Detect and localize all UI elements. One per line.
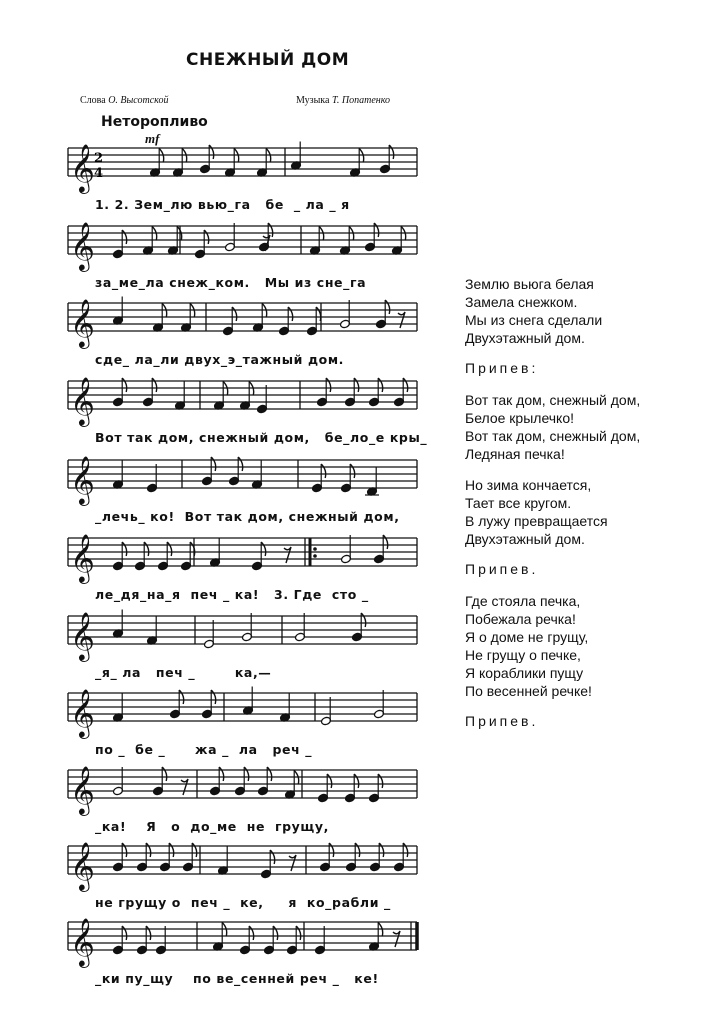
lyric-line: _я_ ла печ _ ка,—: [95, 665, 272, 680]
treble-clef: 𝄞: [70, 221, 95, 270]
note-flag: [379, 843, 384, 857]
note-flag: [122, 378, 127, 392]
stanza: [465, 391, 715, 463]
lyric-line: _ки пу_щу по ве_сенней реч _ ке!: [95, 971, 379, 986]
staff: [0, 914, 430, 974]
note-flag: [146, 843, 151, 857]
lyric-line: _лечь_ ко! Вот так дом, снежный дом,: [95, 509, 400, 524]
note-flag: [270, 850, 275, 864]
lyric-line: сде_ ла_ли двух_э_тажный дом.: [95, 352, 345, 367]
lyricist-credit: Слова О. Высотской: [80, 95, 169, 106]
staff: [0, 218, 430, 278]
treble-clef: 𝄞: [70, 841, 95, 890]
note-flag: [361, 613, 366, 627]
note-flag: [350, 464, 355, 478]
note-flag: [162, 767, 167, 781]
staff-system: [0, 685, 430, 765]
staff-system: [0, 452, 430, 532]
staff-system: [0, 140, 430, 220]
note-flag: [167, 542, 172, 556]
note-flag: [354, 774, 359, 788]
stanza-line: Белое крылечко!: [465, 410, 575, 426]
note-flag: [321, 464, 326, 478]
staff-system: [0, 762, 430, 842]
stanza-line: Землю вьюга белая: [465, 276, 594, 292]
note-flag: [288, 307, 293, 321]
lyric-line: 1. 2. Зем_лю вью_га бе _ ла _ я: [95, 197, 350, 212]
stanza: [465, 476, 715, 548]
note-flag: [268, 223, 273, 237]
note-flag: [192, 843, 197, 857]
treble-clef: 𝄞: [70, 298, 95, 347]
lyric-line: не грущу о печ _ ке, я ко_рабли _: [95, 895, 391, 910]
stanza-line: Но зима кончается,: [465, 477, 592, 493]
eighth-rest: [181, 779, 188, 795]
note-flag: [383, 535, 388, 549]
dynamic-marking: mf: [145, 131, 160, 146]
stanza-line: По весенней речке!: [465, 683, 592, 699]
staff-system: [0, 295, 430, 375]
song-title: СНЕЖНЫЙ ДОМ: [186, 50, 350, 70]
staff: [0, 295, 430, 355]
staff: [0, 140, 430, 200]
lyric-line: _ка! Я о до_ме не грущу,: [95, 819, 329, 834]
lyric-line: за_ме_ла снеж_ком. Мы из сне_га: [95, 275, 367, 290]
chorus-label: Припев:: [465, 360, 539, 376]
note-flag: [244, 767, 249, 781]
stanza-line: Вот так дом, снежный дом,: [465, 392, 641, 408]
stanza-line: В лужу превращается: [465, 513, 608, 529]
staff: [0, 530, 430, 590]
stanza-line: Я о доме не грущу,: [465, 629, 589, 645]
eighth-rest: [398, 312, 405, 328]
note-flag: [211, 690, 216, 704]
note-flag: [378, 378, 383, 392]
staff: [0, 762, 430, 822]
note-flag: [146, 926, 151, 940]
note-flag: [354, 378, 359, 392]
repeat-dot: [313, 547, 317, 551]
chorus-label: Припев.: [465, 561, 539, 577]
chorus-label: Припев.: [465, 713, 539, 729]
stanza-line: Замела снежком.: [465, 294, 578, 310]
treble-clef: 𝄞: [70, 611, 95, 660]
time-signature-bottom: 4: [94, 166, 104, 181]
treble-clef: 𝄞: [70, 765, 95, 814]
tempo-marking: Неторопливо: [101, 114, 208, 130]
repeat-dot: [313, 554, 317, 558]
note-flag: [374, 223, 379, 237]
stanza-line: Где стояла печка,: [465, 593, 581, 609]
stanza: [465, 275, 715, 347]
staff: [0, 373, 430, 433]
note-flag: [179, 690, 184, 704]
eighth-rest: [284, 547, 291, 563]
note-flag: [403, 378, 408, 392]
note-flag: [355, 843, 360, 857]
note-flag: [249, 926, 253, 940]
stanza-line: Тает все кругом.: [465, 495, 572, 511]
note-flag: [144, 542, 149, 556]
stanza: [465, 592, 715, 700]
composer-credit: Музыка Т. Попатенко: [296, 95, 391, 106]
staff: [0, 685, 430, 745]
note-flag: [378, 774, 383, 788]
stanza-line: Двухэтажный дом.: [465, 330, 585, 346]
note-flag: [389, 145, 394, 159]
note-flag: [122, 230, 127, 244]
stanza-line: Я кораблики пущу: [465, 665, 584, 681]
treble-clef: 𝄞: [70, 143, 95, 192]
staff-system: [0, 218, 430, 298]
note-flag: [219, 767, 224, 781]
stanza-line: Мы из снега сделали: [465, 312, 603, 328]
eighth-rest: [393, 931, 400, 947]
note-flag: [326, 378, 331, 392]
stanza-line: Побежала речка!: [465, 611, 576, 627]
note-flag: [327, 774, 332, 788]
staff-system: [0, 914, 430, 994]
note-flag: [238, 457, 243, 471]
treble-clef: 𝄞: [70, 917, 95, 966]
lyric-line: ле_дя_на_я печ _ ка! 3. Где сто _: [95, 587, 369, 602]
note-flag: [152, 378, 157, 392]
stanza-line: Ледяная печка!: [465, 446, 565, 462]
lyrics-text: [465, 275, 715, 744]
treble-clef: 𝄞: [70, 688, 95, 737]
stanza-line: Двухэтажный дом.: [465, 531, 585, 547]
note-flag: [169, 843, 174, 857]
stanza-line: Вот так дом, снежный дом,: [465, 428, 641, 444]
treble-clef: 𝄞: [70, 533, 95, 582]
treble-clef: 𝄞: [70, 455, 95, 504]
staff-system: [0, 373, 430, 453]
note-flag: [267, 767, 272, 781]
note-flag: [329, 843, 334, 857]
eighth-rest: [289, 855, 296, 871]
staff-system: [0, 608, 430, 688]
staff-system: [0, 838, 430, 918]
note-flag: [211, 457, 216, 471]
note-flag: [122, 926, 127, 940]
staff: [0, 608, 430, 668]
note-flag: [316, 307, 321, 321]
lyric-line: Вот так дом, снежный дом, бе_ло_е кры_: [95, 430, 428, 445]
treble-clef: 𝄞: [70, 376, 95, 425]
staff: [0, 452, 430, 512]
stanza-line: Не грущу о печке,: [465, 647, 581, 663]
note-flag: [296, 926, 301, 940]
note-flag: [204, 230, 209, 244]
staff-system: [0, 530, 430, 610]
note-flag: [232, 307, 237, 321]
note-flag: [122, 843, 127, 857]
lyric-line: по _ бе _ жа _ ла реч _: [95, 742, 313, 757]
note-flag: [273, 926, 278, 940]
staff: [0, 838, 430, 898]
note-flag: [403, 843, 408, 857]
note-flag: [209, 145, 214, 159]
note-flag: [261, 542, 266, 556]
note-flag: [385, 300, 390, 314]
note-flag: [122, 542, 127, 556]
time-signature-top: 2: [94, 151, 104, 166]
